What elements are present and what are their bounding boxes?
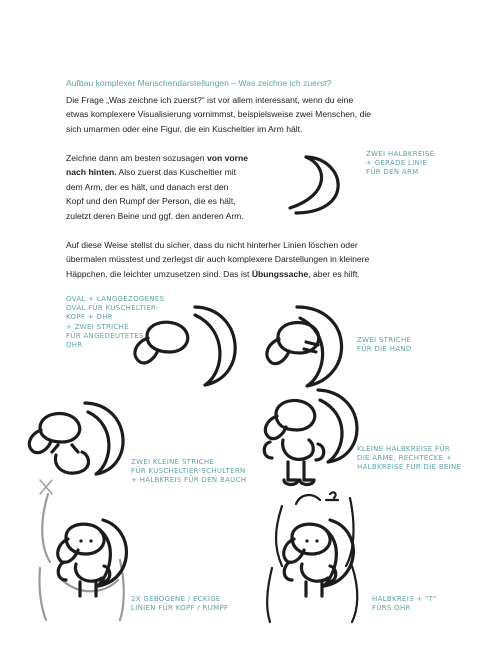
text-line: etwas komplexere Visualisierung vornimmst, beispielsweise zwei Menschen, die: [66, 109, 372, 120]
step5-sketch: [39, 480, 126, 620]
note-line: FÜRS OHR: [372, 604, 411, 613]
note-line: FÜR ANGEDEUTETES: [66, 331, 144, 340]
text-line: Kopf und den Rumpf der Person, die es hält,: [66, 196, 236, 207]
text-span: Zeichne dann am besten sozusagen: [66, 153, 207, 163]
step2-sketch: [267, 307, 342, 386]
text-line: dem Arm, der es hält, und danach erst den: [66, 181, 229, 192]
step1-sketch: [135, 307, 235, 385]
note-line: FÜR KUSCHELTIER-SCHULTERN: [131, 467, 246, 476]
note-line: LINIEN FÜR KOPF / RUMPF: [131, 604, 229, 613]
note-line: OHR: [66, 341, 83, 350]
note-line: + ZWEI STRICHE: [66, 322, 129, 331]
text-line: Die Frage „Was zeichne ich zuerst?“ ist vor allem interessant, wenn du eine: [66, 95, 354, 105]
step3-sketch: [29, 403, 123, 474]
note-line: HALBKREIS + "T": [372, 595, 437, 603]
note-line: 2X GEBOGENE / ECKIGE: [131, 595, 221, 603]
note-line: OVAL FÜR KUSCHELTIER-: [66, 304, 159, 313]
note-line: DIE ARME, RECHTECKE +: [357, 454, 453, 463]
text-line: zuletzt deren Beine und ggf. den anderen Arm.: [66, 210, 244, 221]
note-line: + GERADE LINIE: [366, 159, 428, 168]
text-line: Auf diese Weise stellst du sicher, dass du nicht hinterher Linien löschen oder: [66, 240, 358, 250]
text-line: sich umarmen oder eine Figur, die ein Kuscheltier im Arm hält.: [66, 123, 303, 134]
step6-sketch: [267, 492, 357, 622]
text-span: Häppchen, die leichter umzusetzen sind. Das ist: [66, 268, 252, 279]
note-line: ZWEI STRICHE: [357, 336, 412, 344]
text-span: Also zuerst das Kuscheltier mit: [116, 167, 237, 178]
note-line: HALBKREISE FÜR DIE BEINE: [357, 463, 462, 472]
arm-sketch: [290, 157, 338, 213]
note-line: + HALBKREIS FÜR DEN BAUCH: [131, 476, 247, 485]
bold-text: Übungssache: [251, 268, 309, 279]
bold-text: nach hinten.: [66, 167, 117, 178]
note-line: FÜR DIE HAND: [357, 345, 412, 354]
step4-sketch: [264, 390, 357, 485]
note-line: KLEINE HALBKREISE FÜR: [357, 445, 450, 453]
text-line: übermalen müsstest und zerlegst dir auch komplexere Darstellungen in kleinere: [66, 254, 370, 265]
section-heading: Aufbau komplexer Menschendarstellungen – Was zeichne ich zuerst?: [66, 78, 332, 88]
text-span: , aber es hilft.: [308, 268, 360, 279]
note-line: FÜR DEN ARM: [366, 168, 419, 177]
note-line: ZWEI KLEINE STRICHE: [131, 458, 215, 466]
bold-text: von vorne: [206, 153, 249, 163]
note-line: KOPF + OHR: [66, 313, 113, 322]
note-line: OVAL + LANGGEZOGENES: [66, 295, 165, 303]
note-line: ZWEI HALBKREISE: [366, 150, 435, 158]
